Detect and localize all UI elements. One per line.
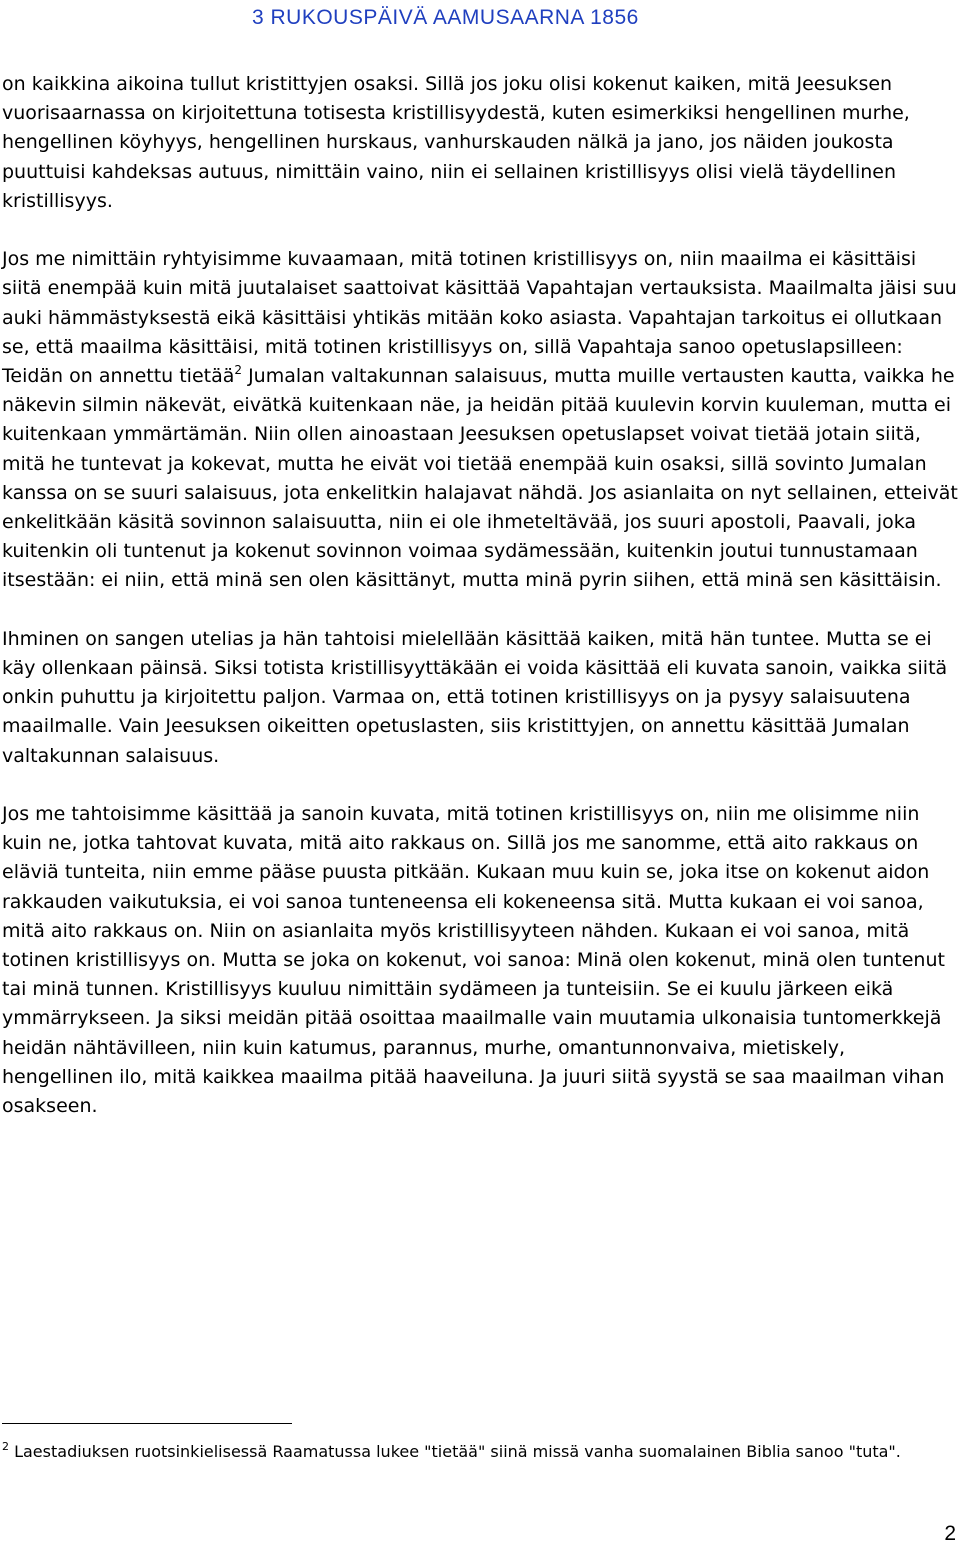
- paragraph-3: Ihminen on sangen utelias ja hän tahtoisi mielellään käsittää kaiken, mitä hän tuntee. Mutta se ei käy ollenkaan päinsä. Siksi totista kristillisyyttäkään ei voida käsittää eli kuvata sanoin, vaikka siitä onkin puhuttu ja kirjoitettu paljon. Varmaa on, että totinen kristillisyys on ja pysyy salaisuutena maailmalle. Vain Jeesuksen oikeitten opetuslasten, siis kristittyjen, on annettu käsittää Jumalan valtakunnan salaisuus.: [2, 627, 948, 767]
- page-header-title: 3 RUKOUSPÄIVÄ AAMUSAARNA 1856: [252, 6, 639, 29]
- paragraph-1: on kaikkina aikoina tullut kristittyjen osaksi. Sillä jos joku olisi kokenut kaiken, mitä Jeesuksen vuorisaarnassa on kirjoitettuna totisesta kristillisyydestä, kuten esimerkiksi hengellinen murhe, hengellinen köyhyys, hengellinen hurskaus, vanhurskauden nälkä ja jano, jos näiden joukosta puuttuisi kahdeksas autuus, nimittäin vaino, niin ei sellainen kristillisyys olisi vielä täydellinen kristillisyys.: [2, 73, 910, 212]
- paragraph-2-text-b: Jumalan valtakunnan salaisuus, mutta muille vertausten kautta, vaikka he näkevin silmin näkevät, eivätkä kuitenkaan näe, ja heidän pitää kuulevin korvin kuuleman, mutta ei kuitenkaan ymmärtämän. Niin ollen ainoastaan Jeesuksen opetuslapset voivat tietää jotain siitä, mitä he tuntevat ja kokevat, mutta he eivät voi tietää enempää kuin osaksi, sillä sovinto Jumalan kanssa on se suuri salaisuus, jota enkelitkin halajavat nähdä. Jos asianlaita on nyt sellainen, etteivät enkelitkään käsitä sovinnon salaisuutta, niin ei ole ihmeteltävää, jos suuri apostoli, Paavali, joka kuitenkin oli tuntenut ja kokenut sovinnon voimaa sydämessään, kuitenkin joutui tunnustamaan itsestään: ei niin, että minä sen olen käsittänyt, mutta minä pyrin siihen, että minä sen käsittäisin.: [2, 365, 958, 592]
- paragraph-2: [2, 245, 958, 595]
- footnote-text: Laestadiuksen ruotsinkielisessä Raamatussa lukee "tietää" siinä missä vanha suomalainen Biblia sanoo "tuta".: [9, 1442, 901, 1461]
- paragraph-4: Jos me tahtoisimme käsittää ja sanoin kuvata, mitä totinen kristillisyys on, niin me olisimme niin kuin ne, jotka tahtovat kuvata, mitä aito rakkaus on. Sillä jos me sanomme, että aito rakkaus on eläviä tunteita, niin emme pääse puusta pitkään. Kukaan muu kuin se, joka itse on kokenut aidon rakkauden vaikutuksia, ei voi sanoa tunteneensa eli kokeneensa sitä. Mutta kukaan ei voi sanoa, mitä aito rakkaus on. Niin on asianlaita myös kristillisyyteen nähden. Kukaan ei voi sanoa, mitä totinen kristillisyys on. Mutta se joka on kokenut, voi sanoa: Minä olen kokenut, minä olen tuntenut tai minä tunnen. Kristillisyys kuuluu nimittäin sydämeen ja tunteisiin. Se ei kuulu järkeen eikä ymmärrykseen. Ja siksi meidän pitää osoittaa maailmalle vain muutamia ulkonaisia tuntomerkkejä heidän nähtävilleen, niin kuin katumus, parannus, murhe, omantunnonvaiva, mietiskely, hengellinen ilo, mitä kaikkea maailma pitää haaveiluna. Ja juuri siitä syystä se saa maailman vihan osakseen.: [2, 803, 945, 1118]
- paragraph-2-text-a: Jos me nimittäin ryhtyisimme kuvaamaan, mitä totinen kristillisyys on, niin maailma ei käsittäisi siitä enempää kuin mitä juutalaiset saattoivat käsittää Vapahtajan vertauksista. Maailmalta jäisi suu auki hämmästyksestä eikä käsittäisi yhtikäs mitään koko asiasta. Vapahtajan tarkoitus ei ollutkaan se, että maailma käsittäisi, mitä totinen kristillisyys on, sillä Vapahtaja sanoo opetuslapsilleen: Teidän on annettu tietää: [2, 248, 957, 388]
- footnote-reference: 2: [234, 363, 243, 378]
- footnote-divider: [2, 1423, 292, 1424]
- page-number: 2: [944, 1522, 956, 1545]
- sermon-body: [2, 70, 958, 1121]
- footnote-number: 2: [2, 1440, 9, 1453]
- footnote: [2, 1438, 952, 1465]
